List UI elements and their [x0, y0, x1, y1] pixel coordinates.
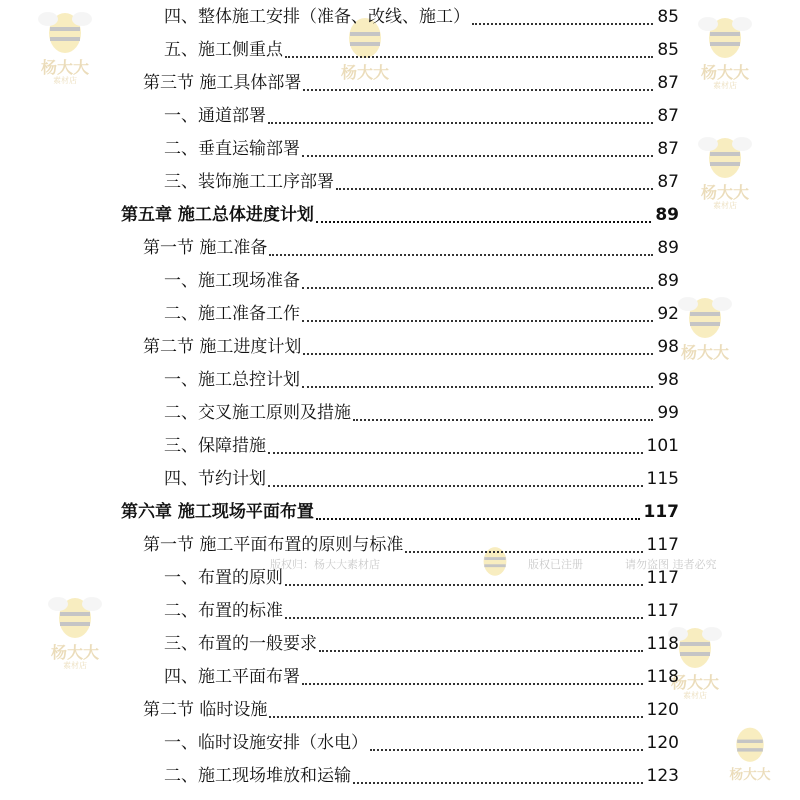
toc-page-number: 117	[646, 568, 679, 588]
toc-entry-item[interactable]	[0, 100, 800, 133]
toc-entry-title: 三、装饰施工工序部署	[164, 172, 334, 192]
toc-entry-title: 四、施工平面布署	[164, 667, 300, 687]
toc-entry-title: 第五章 施工总体进度计划	[121, 205, 314, 225]
toc-entry-title: 二、布置的标准	[164, 601, 283, 621]
dot-leader	[302, 286, 653, 289]
toc-entry-item[interactable]	[0, 397, 800, 430]
dot-leader	[269, 253, 653, 256]
toc-entry-title: 一、临时设施安排（水电）	[164, 733, 368, 753]
toc-page-number: 117	[646, 535, 679, 555]
toc-page-number: 120	[646, 733, 679, 753]
dot-leader	[405, 550, 642, 553]
toc-entry-item[interactable]	[0, 595, 800, 628]
dot-leader	[302, 154, 653, 157]
toc-entry-section[interactable]	[0, 529, 800, 562]
toc-page-number: 117	[646, 601, 679, 621]
dot-leader	[353, 418, 653, 421]
toc-entry-item[interactable]	[0, 1, 800, 34]
toc-entry-item[interactable]	[0, 298, 800, 331]
toc-entry-item[interactable]	[0, 166, 800, 199]
toc-entry-title: 三、保障措施	[164, 436, 266, 456]
toc-page-number: 118	[646, 634, 679, 654]
svg-text:素材店: 素材店	[713, 81, 737, 90]
toc-page-number: 87	[657, 139, 679, 159]
dot-leader	[268, 121, 653, 124]
toc-entry-title: 五、施工侧重点	[164, 40, 283, 60]
watermark-warning-text: 请勿盗图 违者必究	[625, 558, 717, 571]
toc-page-number: 85	[657, 40, 679, 60]
dot-leader	[303, 352, 653, 355]
svg-text:素材店: 素材店	[63, 661, 87, 670]
toc-entry-title: 三、布置的一般要求	[164, 634, 317, 654]
dot-leader	[316, 517, 640, 520]
toc-entry-item[interactable]	[0, 463, 800, 496]
toc-entry-title: 二、施工准备工作	[164, 304, 300, 324]
toc-entry-item[interactable]	[0, 364, 800, 397]
toc-entry-title: 四、整体施工安排（准备、改线、施工）	[164, 7, 470, 27]
svg-text:杨大大: 杨大大	[700, 63, 750, 82]
dot-leader	[285, 616, 643, 619]
watermark-copyright-text: 版权归：杨大大素材店	[270, 558, 380, 571]
toc-page-number: 85	[657, 7, 679, 27]
dot-leader	[303, 88, 653, 91]
dot-leader	[472, 22, 653, 25]
svg-text:素材店: 素材店	[713, 201, 737, 210]
toc-entry-chapter[interactable]	[0, 199, 800, 232]
toc-entry-title: 二、垂直运输部署	[164, 139, 300, 159]
toc-page-number: 123	[646, 766, 679, 786]
toc-page-number: 118	[646, 667, 679, 687]
svg-text:杨大大: 杨大大	[40, 58, 90, 77]
dot-leader	[285, 55, 653, 58]
toc-entry-item[interactable]	[0, 727, 800, 760]
toc-entry-title: 四、节约计划	[164, 469, 266, 489]
toc-entry-title: 一、施工现场准备	[164, 271, 300, 291]
toc-entry-title: 二、交叉施工原则及措施	[164, 403, 351, 423]
svg-text:杨大大: 杨大大	[340, 63, 390, 82]
dot-leader	[302, 385, 653, 388]
toc-entry-section[interactable]	[0, 331, 800, 364]
toc-entry-title: 第一节 施工准备	[143, 238, 268, 258]
toc-page-number: 89	[657, 238, 679, 258]
toc-entry-section[interactable]	[0, 232, 800, 265]
toc-page-number: 87	[657, 172, 679, 192]
toc-entry-title: 一、通道部署	[164, 106, 266, 126]
toc-entry-title: 二、施工现场堆放和运输	[164, 766, 351, 786]
dot-leader	[319, 649, 643, 652]
toc-page-number: 98	[657, 370, 679, 390]
toc-entry-chapter[interactable]	[0, 496, 800, 529]
toc-entry-item[interactable]	[0, 34, 800, 67]
svg-text:杨大大: 杨大大	[729, 767, 771, 783]
toc-page-number: 120	[646, 700, 679, 720]
toc-entry-item[interactable]	[0, 265, 800, 298]
svg-text:杨大大: 杨大大	[700, 183, 750, 202]
svg-text:素材店: 素材店	[53, 76, 77, 85]
toc-page-number: 89	[657, 271, 679, 291]
toc-page-number: 117	[643, 502, 679, 522]
watermark-registered-text: 版权已注册	[528, 558, 583, 571]
toc-page-number: 98	[657, 337, 679, 357]
toc-page-number: 115	[646, 469, 679, 489]
dot-leader	[285, 583, 643, 586]
toc-entry-item[interactable]	[0, 628, 800, 661]
dot-leader	[268, 484, 643, 487]
toc-entry-section[interactable]	[0, 67, 800, 100]
toc-entry-title: 一、施工总控计划	[164, 370, 300, 390]
toc-entry-title: 第一节 施工平面布置的原则与标准	[143, 535, 404, 555]
toc-entry-title: 第二节 施工进度计划	[143, 337, 302, 357]
toc-page-number: 87	[657, 73, 679, 93]
toc-entry-title: 第六章 施工现场平面布置	[121, 502, 314, 522]
toc-entry-item[interactable]	[0, 661, 800, 694]
svg-text:杨大大: 杨大大	[680, 343, 730, 362]
toc-entry-title: 第三节 施工具体部署	[143, 73, 302, 93]
dot-leader	[302, 319, 653, 322]
dot-leader	[370, 748, 643, 751]
dot-leader	[302, 682, 643, 685]
toc-entry-item[interactable]	[0, 133, 800, 166]
toc-entry-item[interactable]	[0, 562, 800, 595]
toc-entry-item[interactable]	[0, 760, 800, 793]
dot-leader	[316, 220, 651, 223]
dot-leader	[268, 451, 643, 454]
toc-page-number: 101	[646, 436, 679, 456]
toc-page-number: 87	[657, 106, 679, 126]
toc-page-number: 89	[655, 205, 679, 225]
dot-leader	[353, 781, 643, 784]
toc-page-number: 92	[657, 304, 679, 324]
dot-leader	[269, 715, 642, 718]
svg-text:杨大大: 杨大大	[50, 643, 100, 662]
svg-text:杨大大: 杨大大	[670, 673, 720, 692]
dot-leader	[336, 187, 653, 190]
toc-entry-title: 一、布置的原则	[164, 568, 283, 588]
toc-entry-item[interactable]	[0, 430, 800, 463]
svg-text:素材店: 素材店	[683, 691, 707, 700]
toc-entry-title: 第二节 临时设施	[143, 700, 268, 720]
toc-entry-section[interactable]	[0, 694, 800, 727]
toc-page-number: 99	[657, 403, 679, 423]
